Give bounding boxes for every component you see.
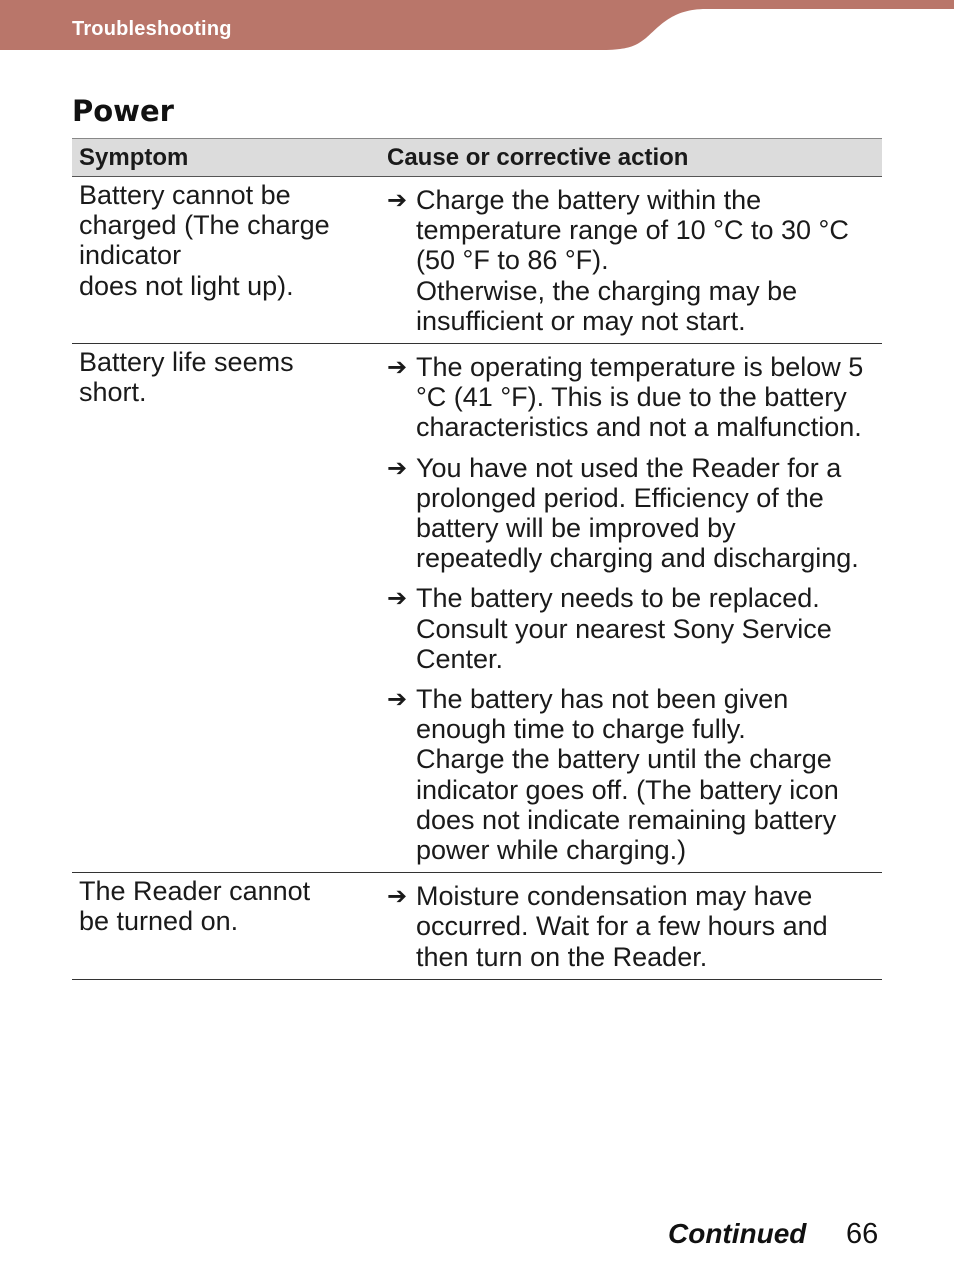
table-row [72,344,882,873]
action-text-line: °C (41 °F). This is due to the battery [416,382,847,413]
arrow-right-icon: ➔ [387,453,408,482]
action-text-line: The operating temperature is below 5 [416,352,864,383]
action-text-line: Consult your nearest Sony Service [416,613,832,644]
arrow-right-icon: ➔ [387,685,408,714]
troubleshooting-table [72,138,882,980]
corrective-action [387,583,878,674]
page-title: Power [72,94,174,128]
cause-cell [365,344,882,873]
action-text-line: insufficient or may not start. [416,305,746,336]
symptom-text-line: short. [79,377,147,408]
action-text-line: does not indicate remaining battery [416,804,837,835]
action-text-line: indicator goes off. (The battery icon [416,774,839,805]
corrective-action [387,352,878,443]
section-label[interactable]: Troubleshooting [72,18,232,40]
symptom-cell [72,873,365,980]
symptom-text-line: does not light up). [79,270,294,301]
table-body [72,177,882,980]
action-text-line: power while charging.) [416,835,687,866]
symptom-text-line: charged (The charge [79,210,330,241]
action-text-line: The battery needs to be replaced. [416,583,820,614]
action-text-line: then turn on the Reader. [416,941,708,972]
cause-cell [365,873,882,980]
symptom-cell [72,177,365,344]
action-text-line: You have not used the Reader for a [416,452,842,483]
action-text-line: Charge the battery until the charge [416,744,832,775]
corrective-action [387,881,878,972]
table-row [72,177,882,344]
column-header-cause: Cause or corrective action [365,139,882,177]
column-header-symptom: Symptom [72,139,365,177]
action-text-line: repeatedly charging and discharging. [416,543,859,574]
action-text-line: The battery has not been given [416,684,789,715]
page-number: 66 [846,1218,879,1250]
action-text-line: occurred. Wait for a few hours and [416,911,828,942]
symptom-text-line: indicator [79,240,182,271]
arrow-right-icon: ➔ [387,186,408,214]
action-text-line: characteristics and not a malfunction. [416,412,862,443]
continued-link[interactable]: Continued [668,1218,807,1249]
arrow-right-icon: ➔ [387,882,408,911]
action-text-line: Moisture condensation may have [416,881,813,912]
header-band [0,0,954,52]
corrective-action [387,453,878,574]
symptom-text-line: The Reader cannot [79,876,311,907]
action-text-line: battery will be improved by [416,513,736,544]
table-header-row [72,139,882,177]
table-row [72,873,882,980]
action-text-line: temperature range of 10 °C to 30 °C [416,215,849,246]
symptom-text-line: Battery life seems [79,347,294,378]
symptom-text-line: be turned on. [79,906,239,937]
cause-cell [365,177,882,344]
corrective-action [387,185,878,336]
action-text-line: Otherwise, the charging may be [416,275,798,306]
symptom-text-line: Battery cannot be [79,180,291,210]
action-text-line: Charge the battery within the [416,185,762,215]
action-text-line: (50 °F to 86 °F). [416,245,609,276]
action-text-line: enough time to charge fully. [416,714,746,745]
arrow-right-icon: ➔ [387,353,408,382]
arrow-right-icon: ➔ [387,584,408,613]
action-text-line: Center. [416,643,504,674]
action-text-line: prolonged period. Efficiency of the [416,482,824,513]
symptom-cell [72,344,365,873]
corrective-action [387,684,878,865]
